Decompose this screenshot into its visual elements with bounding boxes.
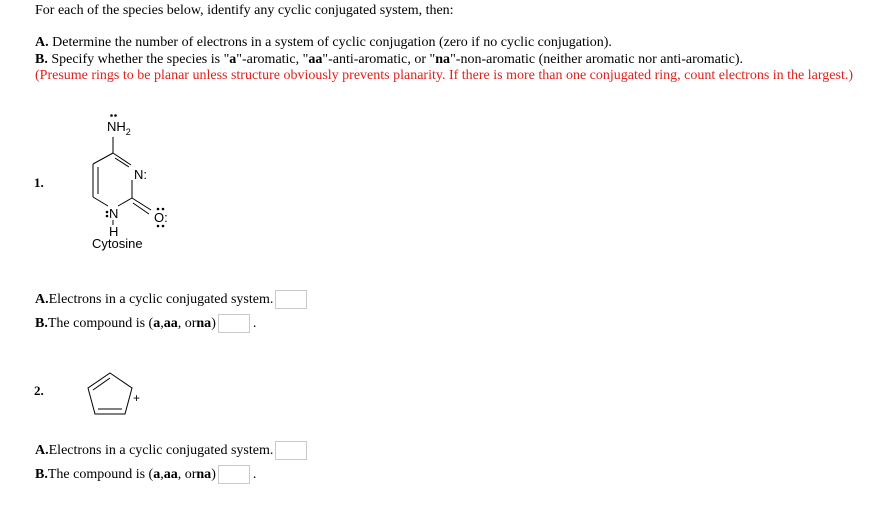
- hydrogen-label: H: [109, 224, 119, 239]
- option-aa: aa: [308, 51, 323, 67]
- answer-b-text: ): [211, 315, 216, 331]
- separator: ,: [160, 466, 164, 482]
- separator: , or: [177, 315, 197, 331]
- positive-charge: +: [133, 391, 141, 405]
- option-aa: aa: [163, 315, 178, 331]
- option-a: a: [229, 51, 237, 67]
- instruction-b: [35, 52, 885, 69]
- answer-b-text: ): [211, 466, 216, 482]
- cyclopentadienyl-cation-structure: [85, 369, 155, 421]
- answer-b-label: B.: [35, 466, 48, 482]
- separator: ,: [160, 315, 164, 331]
- answer-a-text: Electrons in a cyclic conjugated system.: [48, 291, 274, 307]
- intro-text: For each of the species below, identify any cyclic conjugated system, then:: [35, 3, 454, 18]
- answer-b-row: [35, 465, 256, 484]
- electron-count-input[interactable]: [275, 290, 307, 309]
- bond: [93, 153, 113, 164]
- double-bond-line: [93, 378, 110, 390]
- instruction-a: [35, 35, 885, 52]
- instruction-b-text: "-anti-aromatic, or ": [322, 51, 436, 67]
- lone-pair-dot: [106, 211, 109, 214]
- lone-pair-dot: [114, 114, 117, 117]
- instruction-note: (Presume rings to be planar unless structure obviously prevents planarity. If there is more than one conjugated ring, count electrons in the largest.): [35, 68, 853, 83]
- period: .: [252, 466, 257, 482]
- lone-pair-dot: [157, 225, 160, 228]
- answer-a-row: [35, 441, 307, 460]
- option-a: a: [153, 315, 161, 331]
- answer-b-text: The compound is (: [47, 315, 154, 331]
- molecule-name: Cytosine: [92, 236, 143, 251]
- answer-b-label: B.: [35, 315, 48, 331]
- answer-b-text: The compound is (: [47, 466, 154, 482]
- instruction-a-prefix: A.: [35, 35, 49, 50]
- lone-pair-dot: [162, 225, 165, 228]
- instruction-b-text: "-aromatic, ": [236, 51, 309, 67]
- lone-pair-dot: [110, 114, 113, 117]
- answer-a-label: A.: [35, 291, 49, 307]
- aromaticity-input[interactable]: [218, 314, 250, 333]
- instruction-a-text: Determine the number of electrons in a system of cyclic conjugation (zero if no cyclic conjugation).: [48, 35, 612, 50]
- question-number: 2.: [34, 383, 44, 398]
- bond: [93, 197, 108, 206]
- answer-b-row: [35, 314, 256, 333]
- bond: [118, 198, 132, 206]
- bond: [133, 203, 149, 214]
- option-na: na: [196, 466, 212, 482]
- option-na: na: [435, 51, 451, 67]
- electron-count-input[interactable]: [275, 441, 307, 460]
- cytosine-structure: [75, 112, 195, 257]
- nh-nitrogen-label: N: [109, 206, 119, 221]
- nh2-label: $NH_2$: [107, 119, 131, 137]
- lone-pair-dot: [106, 215, 109, 218]
- answer-a-row: [35, 290, 307, 309]
- ring-nitrogen-label: N:: [134, 167, 147, 182]
- answer-a-text: Electrons in a cyclic conjugated system.: [48, 442, 274, 458]
- instruction-b-prefix: B.: [35, 51, 48, 67]
- option-a: a: [153, 466, 161, 482]
- separator: , or: [177, 466, 197, 482]
- option-aa: aa: [163, 466, 178, 482]
- period: .: [252, 315, 257, 331]
- pentagon-ring: [88, 373, 132, 414]
- instruction-b-text: "-non-aromatic (neither aromatic nor anti-aromatic).: [450, 51, 744, 67]
- instruction-b-text: Specify whether the species is ": [47, 51, 230, 67]
- answer-a-label: A.: [35, 442, 49, 458]
- question-number: 1.: [34, 175, 44, 190]
- option-na: na: [196, 315, 212, 331]
- instructions: [35, 35, 885, 85]
- oxygen-label: O:: [154, 210, 168, 225]
- aromaticity-input[interactable]: [218, 465, 250, 484]
